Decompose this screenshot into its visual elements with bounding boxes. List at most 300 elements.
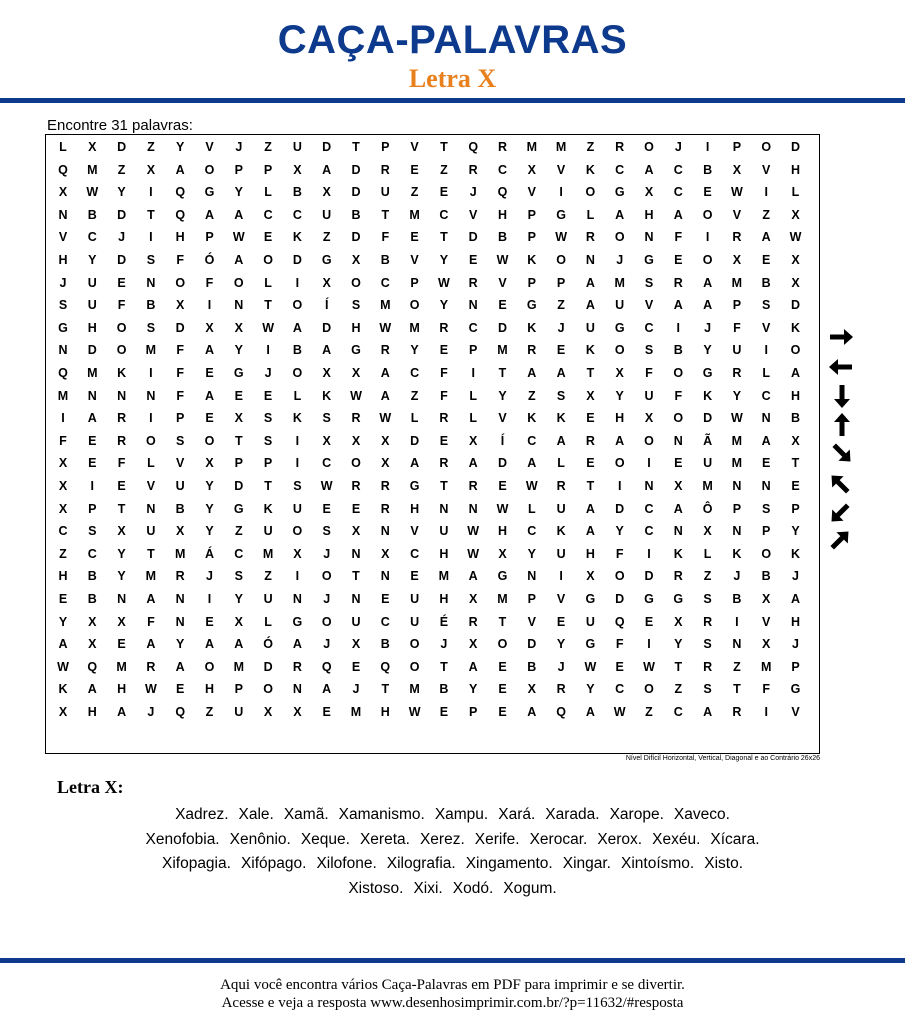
grid-letter: É [439, 614, 449, 629]
grid-letter: N [380, 569, 390, 584]
grid-letter: K [527, 411, 537, 426]
footer-line-1: Aqui você encontra vários Caça-Palavras em PDF para imprimir e se divertir. [220, 977, 685, 993]
word-list-title: Letra X: [57, 777, 124, 797]
word-list-item: Xenofobia. [145, 830, 220, 848]
grid-letter: J [59, 275, 67, 290]
grid-letter: Z [410, 185, 419, 200]
grid-letter: L [762, 366, 770, 380]
grid-letter: Y [615, 524, 624, 539]
grid-letter: R [439, 411, 449, 426]
grid-letter: R [351, 411, 361, 426]
grid-letter: P [527, 230, 536, 245]
grid-letter: U [410, 614, 420, 629]
grid-letter: X [674, 479, 683, 493]
grid-letter: A [468, 569, 478, 584]
grid-letter: K [585, 162, 595, 177]
grid-letter: K [58, 682, 68, 697]
grid-letter: A [585, 501, 595, 516]
grid-letter: D [351, 162, 361, 177]
arrow-diagonal-down-right-icon [829, 440, 857, 468]
grid-letter: I [149, 411, 153, 426]
grid-letter: K [732, 546, 742, 561]
grid-letter: M [438, 569, 450, 584]
grid-letter: I [90, 479, 95, 493]
grid-letter: S [644, 275, 654, 290]
grid-letter: S [234, 569, 243, 584]
grid-letter: A [527, 456, 537, 471]
grid-letter: P [527, 207, 536, 222]
grid-letter: G [526, 298, 537, 313]
grid-letter: M [350, 705, 362, 719]
grid-letter: A [790, 592, 801, 606]
grid-letter: G [292, 614, 303, 629]
grid-letter: P [263, 456, 273, 471]
arrow-diagonal-down-left-icon [826, 500, 854, 528]
grid-letter: J [469, 185, 477, 200]
grid-letter: T [440, 659, 448, 674]
grid-letter: U [556, 501, 566, 516]
grid-letter: P [732, 140, 742, 154]
grid-letter: A [322, 343, 332, 358]
grid-letter: Y [205, 524, 214, 539]
grid-letter: R [117, 433, 127, 448]
grid-letter: A [175, 659, 185, 674]
word-list-item: Xerez. [419, 830, 465, 848]
grid-letter: J [235, 140, 243, 154]
grid-letter: S [263, 411, 273, 426]
grid-letter: F [176, 253, 184, 267]
grid-letter: B [87, 569, 97, 584]
grid-letter: Q [87, 659, 98, 674]
grid-letter: O [614, 343, 625, 358]
grid-letter: S [58, 298, 68, 313]
grid-letter: I [149, 366, 153, 380]
grid-letter: D [497, 320, 508, 335]
grid-letter: I [764, 343, 768, 358]
grid-letter: K [263, 501, 273, 516]
grid-letter: B [87, 592, 97, 606]
grid-letter: G [614, 185, 625, 200]
grid-letter: D [322, 320, 332, 335]
grid-letter: H [58, 569, 68, 584]
grid-letter: E [117, 275, 126, 290]
grid-letter: A [204, 637, 215, 652]
grid-letter: F [176, 366, 184, 380]
grid-letter: W [730, 185, 743, 200]
grid-letter: X [644, 411, 654, 426]
grid-letter: H [410, 501, 420, 516]
grid-letter: O [204, 162, 215, 177]
grid-letter: D [117, 207, 127, 222]
grid-letter: K [527, 320, 537, 335]
grid-letter: A [585, 298, 595, 313]
grid-letter: F [205, 275, 214, 290]
grid-letter: H [380, 705, 390, 719]
grid-letter: S [322, 524, 331, 539]
grid-letter: Z [147, 140, 155, 154]
grid-letter: X [615, 366, 624, 380]
word-list-item: Xexéu. [652, 830, 701, 848]
grid-letter: J [616, 253, 624, 267]
word-list-item: Xampu. [434, 806, 489, 823]
grid-letter: X [117, 614, 126, 629]
grid-letter: L [264, 275, 272, 290]
grid-letter: P [527, 592, 536, 606]
grid-letter: A [175, 162, 185, 177]
grid-letter: Y [234, 185, 243, 200]
grid-letter: Z [557, 298, 565, 313]
grid-letter: X [469, 592, 478, 606]
grid-letter: E [322, 705, 331, 719]
grid-letter: O [673, 411, 684, 426]
word-list-item: Xilografia. [386, 855, 456, 872]
grid-letter: G [644, 592, 654, 606]
grid-letter: X [234, 320, 243, 335]
grid-letter: X [322, 366, 331, 380]
grid-letter: C [673, 162, 683, 177]
grid-letter: O [116, 343, 127, 358]
grid-letter: T [117, 501, 126, 516]
grid-letter: P [176, 411, 185, 426]
grid-letter: U [234, 705, 244, 719]
grid-letter: W [262, 320, 274, 335]
grid-letter: E [498, 705, 507, 719]
grid-letter: M [526, 140, 537, 154]
grid-letter: H [87, 705, 97, 719]
grid-letter: X [351, 253, 361, 267]
grid-letter: T [586, 479, 595, 493]
grid-letter: E [205, 614, 214, 629]
arrow-up-icon [834, 413, 850, 436]
grid-letter: N [644, 479, 654, 493]
grid-letter: I [559, 185, 563, 200]
grid-letter: U [644, 388, 654, 403]
grid-letter: R [146, 659, 156, 674]
grid-letter: V [205, 140, 214, 154]
grid-letter: N [146, 388, 156, 403]
grid-letter: Z [527, 388, 536, 403]
grid-letter: Q [175, 207, 186, 222]
grid-letter: K [673, 546, 683, 561]
grid-letter: T [440, 479, 448, 493]
grid-letter: B [497, 230, 508, 245]
grid-letter: T [440, 140, 448, 154]
grid-letter: P [234, 162, 243, 177]
grid-letter: B [292, 343, 302, 358]
grid-letter: I [735, 614, 739, 629]
grid-letter: I [617, 479, 622, 493]
grid-letter: Y [117, 569, 126, 584]
grid-letter: I [705, 140, 710, 154]
grid-letter: Y [117, 185, 126, 200]
grid-letter: I [295, 275, 300, 290]
grid-letter: I [647, 456, 651, 471]
grid-letter: U [87, 275, 97, 290]
grid-letter: X [263, 705, 273, 719]
grid-letter: C [644, 524, 654, 539]
grid-letter: U [703, 456, 713, 471]
grid-letter: U [263, 592, 273, 606]
grid-letter: H [439, 592, 449, 606]
grid-letter: Y [117, 546, 126, 561]
grid-letter: E [498, 298, 507, 313]
grid-letter: E [117, 479, 126, 493]
grid-letter: O [146, 433, 156, 448]
grid-letter: N [673, 433, 683, 448]
grid-letter: U [146, 524, 156, 539]
grid-letter: Q [380, 659, 391, 674]
grid-letter: U [585, 614, 595, 629]
grid-letter: A [204, 343, 215, 358]
grid-letter: K [703, 388, 713, 403]
grid-letter: O [614, 569, 625, 584]
grid-letter: M [497, 343, 508, 358]
grid-letter: P [732, 298, 742, 313]
grid-letter: Z [645, 705, 653, 719]
grid-letter: C [497, 162, 508, 177]
grid-letter: X [205, 456, 214, 471]
grid-letter: X [732, 253, 742, 267]
grid-letter: T [498, 614, 507, 629]
grid-letter: Q [321, 659, 332, 674]
grid-letter: C [615, 162, 625, 177]
grid-letter: I [207, 592, 212, 606]
grid-letter: P [791, 659, 800, 674]
grid-letter: R [117, 411, 127, 426]
grid-letter: W [57, 659, 69, 674]
grid-letter: Y [498, 388, 507, 403]
grid-letter: M [731, 433, 743, 448]
grid-letter: D [615, 501, 625, 516]
grid-letter: A [673, 207, 683, 222]
grid-letter: C [439, 207, 449, 222]
grid-letter: E [674, 253, 683, 267]
grid-letter: X [644, 185, 654, 200]
word-list-line [20, 852, 885, 877]
grid-letter: Z [586, 140, 595, 154]
grid-letter: X [351, 366, 361, 380]
grid-letter: D [644, 569, 654, 584]
grid-letter: E [205, 411, 214, 426]
grid-letter: K [292, 230, 302, 245]
grid-letter: X [58, 479, 68, 493]
grid-letter: D [234, 479, 244, 493]
grid-letter: H [351, 320, 361, 335]
grid-letter: L [293, 388, 302, 403]
grid-letter: A [585, 524, 595, 539]
grid-letter: A [556, 366, 566, 380]
grid-letter: T [791, 456, 800, 471]
grid-letter: F [645, 366, 653, 380]
grid-letter: V [762, 320, 771, 335]
grid-letter: F [674, 388, 683, 403]
grid-letter: L [147, 456, 155, 471]
grid-letter: J [440, 637, 448, 652]
grid-letter: P [205, 230, 214, 245]
grid-letter: M [409, 682, 420, 697]
grid-letter: J [323, 546, 331, 561]
grid-letter: H [615, 411, 625, 426]
grid-letter: J [557, 659, 565, 674]
grid-letter: A [673, 501, 683, 516]
grid-letter: C [322, 456, 332, 471]
grid-letter: O [292, 524, 303, 539]
grid-letter: U [380, 185, 390, 200]
grid-letter: W [350, 388, 362, 403]
grid-letter: X [791, 275, 800, 290]
grid-letter: M [174, 546, 186, 561]
grid-letter: Z [410, 388, 419, 403]
word-list-line [20, 828, 885, 853]
direction-legend [818, 322, 868, 552]
grid-letter: V [410, 253, 419, 267]
grid-letter: E [439, 433, 449, 448]
grid-letter: I [764, 705, 768, 719]
grid-letter: S [263, 433, 273, 448]
grid-letter: W [613, 705, 626, 719]
grid-letter: Y [556, 637, 566, 652]
grid-letter: Y [205, 479, 214, 493]
grid-letter: X [381, 456, 390, 471]
grid-letter: E [176, 682, 185, 697]
grid-letter: H [790, 162, 801, 177]
grid-letter: F [440, 388, 448, 403]
grid-letter: T [381, 682, 390, 697]
grid-letter: H [117, 682, 127, 697]
grid-letter: D [527, 637, 537, 652]
grid-letter: D [117, 253, 127, 267]
grid-letter: R [703, 614, 713, 629]
grid-letter: V [791, 705, 800, 719]
word-list-item: Xistoso. [348, 879, 404, 897]
grid-letter: O [204, 659, 215, 674]
grid-letter: N [175, 592, 185, 606]
grid-letter: A [234, 207, 244, 222]
grid-letter: G [204, 185, 215, 200]
grid-letter: C [234, 546, 244, 561]
grid-letter: X [58, 501, 68, 516]
grid-letter: T [147, 546, 155, 561]
grid-letter: F [117, 298, 126, 313]
word-list-item: Xingar. [562, 855, 611, 872]
grid-letter: T [733, 682, 741, 697]
grid-letter: C [292, 207, 302, 222]
grid-letter: O [556, 253, 566, 267]
grid-letter: X [381, 433, 390, 448]
grid-letter: C [468, 320, 478, 335]
top-divider [0, 98, 905, 103]
grid-letter: T [674, 659, 683, 674]
grid-letter: Y [732, 388, 742, 403]
grid-letter: R [556, 682, 566, 697]
grid-letter: J [733, 569, 741, 584]
grid-letter: S [146, 320, 156, 335]
grid-letter: E [703, 185, 712, 200]
grid-letter: J [147, 705, 155, 719]
grid-letter: Y [176, 140, 185, 154]
grid-letter: M [497, 592, 508, 606]
grid-letter: W [467, 546, 480, 561]
grid-letter: R [673, 275, 683, 290]
grid-letter: C [761, 388, 771, 403]
grid-letter: D [351, 230, 361, 245]
grid-letter: A [468, 456, 478, 471]
grid-letter: O [409, 298, 420, 313]
grid-letter: N [468, 298, 478, 313]
grid-letter: A [146, 637, 156, 652]
grid-letter: I [676, 320, 681, 335]
grid-letter: T [264, 479, 272, 493]
grid-letter: I [149, 230, 153, 245]
grid-letter: K [527, 253, 537, 267]
grid-letter: D [263, 659, 273, 674]
grid-letter: R [292, 659, 302, 674]
grid-letter: O [175, 275, 186, 290]
grid-letter: G [644, 253, 654, 267]
grid-letter: A [556, 433, 566, 448]
grid-letter: E [58, 592, 68, 606]
grid-letter: Y [234, 592, 243, 606]
word-list-item: Xifópago. [240, 855, 307, 872]
grid-letter: S [176, 433, 185, 448]
word-list-item: Xerife. [474, 830, 520, 848]
grid-letter: X [469, 433, 478, 448]
grid-letter: S [351, 298, 361, 313]
grid-letter: J [118, 230, 126, 245]
grid-letter: P [469, 705, 478, 719]
grid-letter: V [527, 614, 536, 629]
grid-letter: X [176, 298, 185, 313]
grid-letter: C [615, 682, 625, 697]
word-list-item: Xaveco. [673, 806, 730, 823]
grid-letter: I [207, 298, 212, 313]
grid-letter: C [263, 207, 273, 222]
word-list-item: Xarada. [545, 806, 600, 823]
grid-letter: I [705, 230, 710, 245]
word-list-item: Xarope. [609, 806, 664, 823]
grid-letter: M [87, 162, 98, 177]
grid-letter: M [731, 275, 743, 290]
grid-letter: D [790, 140, 801, 154]
grid-letter: Y [439, 298, 449, 313]
grid-letter: N [87, 388, 97, 403]
grid-letter: B [703, 162, 713, 177]
arrow-diagonal-up-right-icon [827, 526, 855, 552]
grid-letter: A [292, 320, 302, 335]
word-list-item: Xadrez. [175, 806, 229, 823]
grid-letter: X [791, 433, 800, 448]
grid-letter: Z [733, 659, 741, 674]
word-list-item: Xamã. [283, 806, 329, 823]
grid-letter: X [469, 637, 478, 652]
grid-letter: V [176, 456, 185, 471]
grid-letter: A [380, 366, 390, 380]
footer-line-2: Acesse e veja a resposta www.desenhosimprimir.com.br/?p=11632/#resposta [221, 995, 684, 1011]
grid-letter: I [295, 433, 300, 448]
grid-letter: G [321, 253, 332, 267]
grid-letter: G [673, 592, 684, 606]
grid-letter: E [791, 479, 800, 493]
grid-letter: Z [440, 162, 448, 177]
grid-letter: H [497, 207, 508, 222]
grid-letter: C [58, 524, 68, 539]
grid-letter: X [674, 614, 683, 629]
grid-letter: H [644, 207, 654, 222]
word-list-item: Xixi. [413, 879, 443, 897]
grid-letter: L [59, 140, 67, 154]
grid-letter: A [146, 592, 156, 606]
grid-letter: B [790, 411, 801, 426]
